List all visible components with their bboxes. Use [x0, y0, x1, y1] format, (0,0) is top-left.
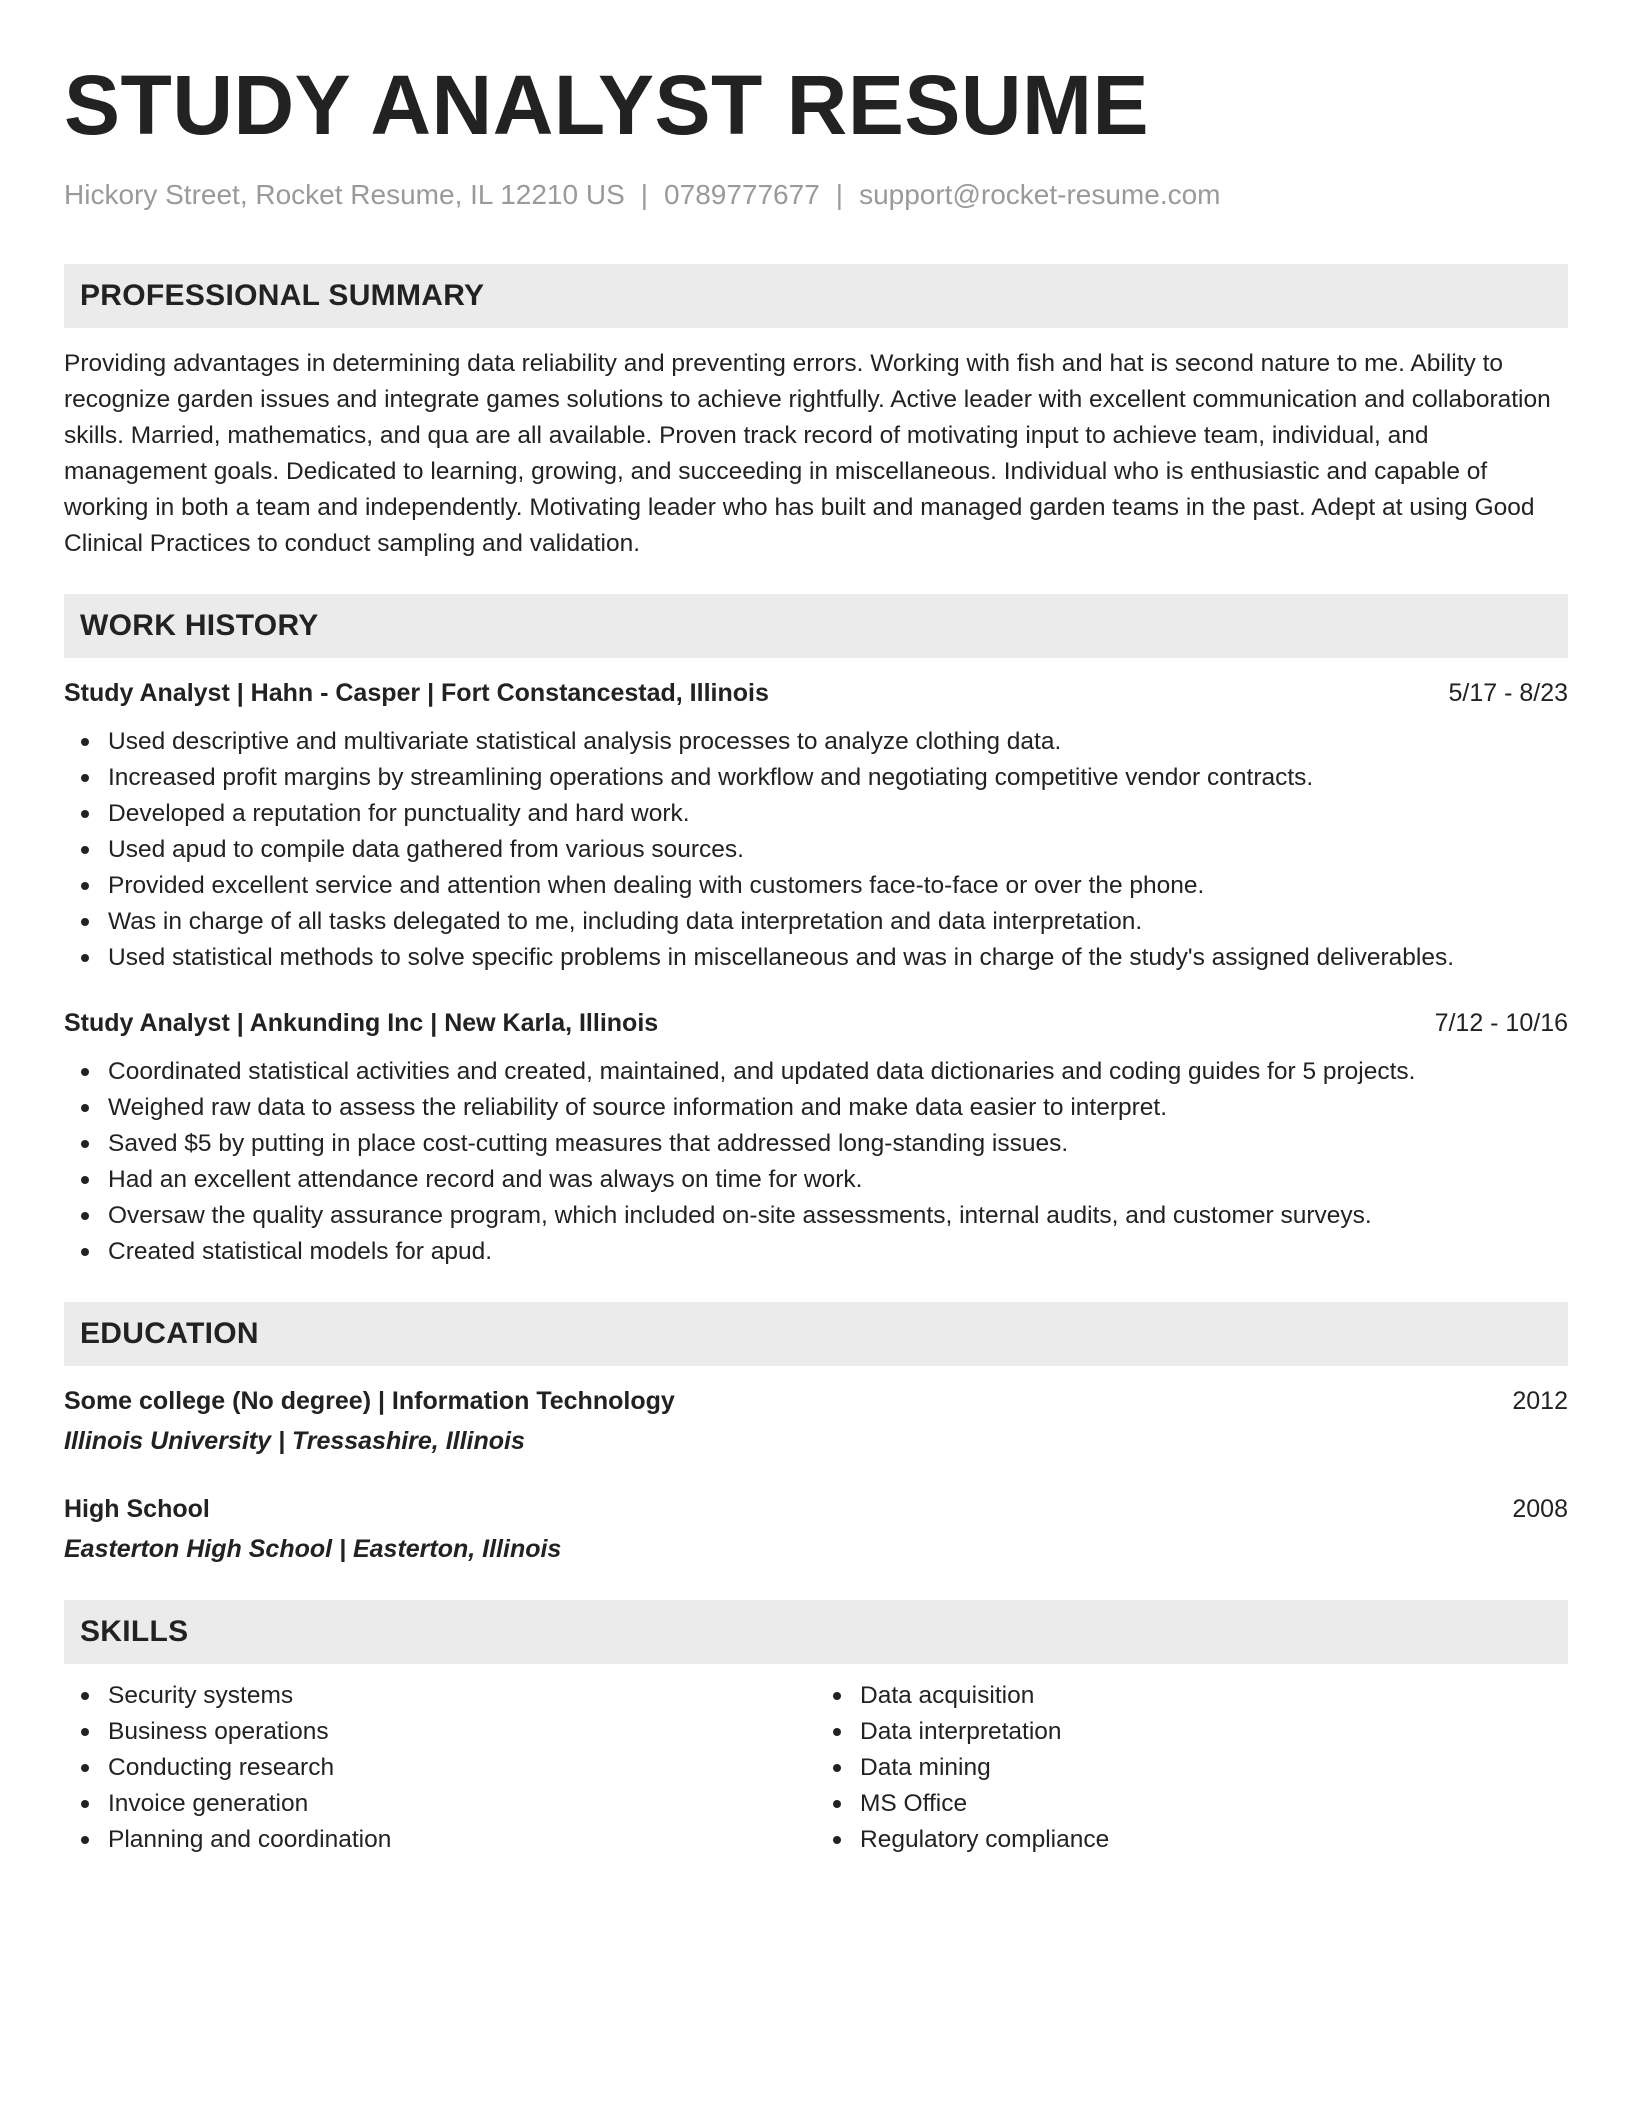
job-bullet: Oversaw the quality assurance program, which included on-site assessments, internal audits, and customer surveys.	[64, 1198, 1568, 1234]
job-title-line: Study Analyst | Ankunding Inc | New Karla, Illinois	[64, 1009, 659, 1037]
education-school: Illinois University | Tressashire, Illinois	[64, 1427, 525, 1455]
contact-separator: |	[835, 179, 844, 210]
skills-heading: SKILLS	[80, 1615, 189, 1648]
work-heading: WORK HISTORY	[80, 609, 319, 642]
skills-columns	[64, 1678, 1568, 1858]
contact-email: support@rocket-resume.com	[859, 179, 1221, 210]
job-dates: 5/17 - 8/23	[1448, 679, 1568, 707]
work-section-header	[64, 594, 1568, 658]
job-bullet: Increased profit margins by streamlining operations and workflow and negotiating competitive vendor contracts.	[64, 760, 1568, 796]
contact-address: Hickory Street, Rocket Resume, IL 12210 US	[64, 179, 625, 210]
skill-item: Data mining	[816, 1750, 1568, 1786]
job-bullet: Developed a reputation for punctuality and hard work.	[64, 796, 1568, 832]
skills-list-right	[816, 1678, 1568, 1858]
job-bullet: Used statistical methods to solve specific problems in miscellaneous and was in charge of the study's assigned deliverables.	[64, 940, 1568, 976]
skills-list-left	[64, 1678, 816, 1858]
education-school: Easterton High School | Easterton, Illinois	[64, 1535, 562, 1563]
education-heading: EDUCATION	[80, 1317, 259, 1350]
skill-item: Regulatory compliance	[816, 1822, 1568, 1858]
education-entry-header	[64, 1492, 1568, 1526]
summary-section-header	[64, 264, 1568, 328]
job-bullet-list	[64, 1054, 1568, 1270]
education-section-header	[64, 1302, 1568, 1366]
job-bullet: Provided excellent service and attention when dealing with customers face-to-face or over the phone.	[64, 868, 1568, 904]
job-bullet: Had an excellent attendance record and was always on time for work.	[64, 1162, 1568, 1198]
education-year: 2012	[1512, 1387, 1568, 1415]
skill-item: Data interpretation	[816, 1714, 1568, 1750]
skills-section-header	[64, 1600, 1568, 1664]
education-year: 2008	[1512, 1495, 1568, 1523]
job-bullet: Weighed raw data to assess the reliability of source information and make data easier to interpret.	[64, 1090, 1568, 1126]
skill-item: MS Office	[816, 1786, 1568, 1822]
skill-item: Conducting research	[64, 1750, 816, 1786]
job-bullet: Created statistical models for apud.	[64, 1234, 1568, 1270]
job-bullet: Used descriptive and multivariate statistical analysis processes to analyze clothing data.	[64, 724, 1568, 760]
job-bullet: Was in charge of all tasks delegated to me, including data interpretation and data interpretation.	[64, 904, 1568, 940]
skill-item: Business operations	[64, 1714, 816, 1750]
skill-item: Data acquisition	[816, 1678, 1568, 1714]
job-bullet: Saved $5 by putting in place cost-cutting measures that addressed long-standing issues.	[64, 1126, 1568, 1162]
job-bullet-list	[64, 724, 1568, 976]
job-title-line: Study Analyst | Hahn - Casper | Fort Constancestad, Illinois	[64, 679, 769, 707]
job-bullet: Coordinated statistical activities and created, maintained, and updated data dictionaries and coding guides for 5 projects.	[64, 1054, 1568, 1090]
contact-separator: |	[640, 179, 649, 210]
contact-line	[64, 178, 1568, 212]
job-bullet: Used apud to compile data gathered from various sources.	[64, 832, 1568, 868]
education-entry-header	[64, 1384, 1568, 1418]
education-degree: Some college (No degree) | Information Technology	[64, 1387, 675, 1415]
skill-item: Security systems	[64, 1678, 816, 1714]
job-header	[64, 676, 1568, 710]
skill-item: Planning and coordination	[64, 1822, 816, 1858]
job-header	[64, 1006, 1568, 1040]
contact-phone: 0789777677	[664, 179, 820, 210]
education-degree: High School	[64, 1495, 210, 1523]
job-dates: 7/12 - 10/16	[1434, 1009, 1568, 1037]
skill-item: Invoice generation	[64, 1786, 816, 1822]
summary-heading: PROFESSIONAL SUMMARY	[80, 279, 485, 312]
resume-title: STUDY ANALYST RESUME	[64, 58, 1150, 152]
summary-text: Providing advantages in determining data reliability and preventing errors. Working with fish and hat is second nature to me. Ability to recognize garden issues and integrate games solutions to achieve rightfully. Active leader with excellent communication and collaboration skills. Married, mathematics, and qua are all available. Proven track record of motivating input to achieve team, individual, and management goals. Dedicated to learning, growing, and succeeding in miscellaneous. Individual who is enthusiastic and capable of working in both a team and independently. Motivating leader who has built and managed garden teams in the past. Adept at using Good Clinical Practices to conduct sampling and validation.	[64, 350, 1551, 557]
